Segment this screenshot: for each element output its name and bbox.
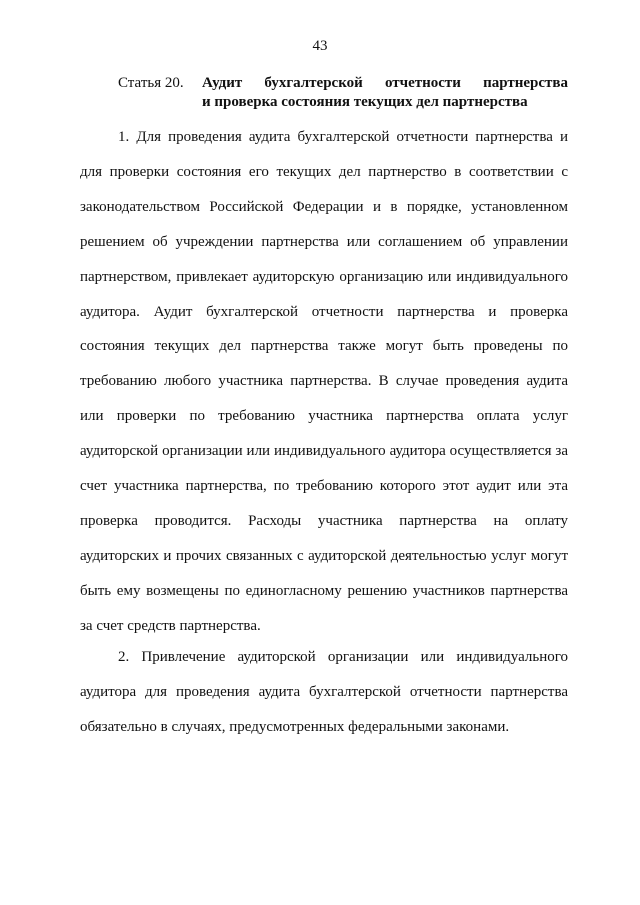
article-number: Статья 20. [118, 75, 184, 91]
page-number: 43 [312, 38, 328, 54]
paragraph-1-block [80, 120, 568, 644]
article-title-line-2: и проверка состояния текущих дел партнерства [202, 94, 528, 110]
paragraph-2: 2. Привлечение аудиторской организации или индивидуального аудитора для проведения аудита бухгалтерской отчетности партнерства обязательно в случаях, предусмотренных федеральными законами. [80, 649, 568, 735]
article-title [202, 74, 568, 112]
paragraph-1: 1. Для проведения аудита бухгалтерской отчетности партнерства и для проверки состояния его текущих дел партнерство в соответствии с законодательством Российской Федерации и в порядке, установленном решением об учреждении партнерства или соглашением об управлении партнерством, привлекает аудиторскую организацию или индивидуального аудитора. Аудит бухгалтерской отчетности партнерства и проверка состояния текущих дел партнерства также могут быть проведены по требованию любого участника партнерства. В случае проведения аудита или проверки по требованию участника партнерства оплата услуг аудиторской организации или индивидуального аудитора осуществляется за счет участника партнерства, по требованию которого этот аудит или эта проверка проводится. Расходы участника партнерства на оплату аудиторских и прочих связанных с аудиторской деятельностью услуг могут быть ему возмещены по единогласному решению участников партнерства за счет средств партнерства. [80, 129, 568, 634]
paragraph-2-block [80, 640, 568, 745]
article-title-line-1: Аудит бухгалтерской отчетности партнерства [202, 75, 568, 91]
article-heading [118, 74, 568, 112]
